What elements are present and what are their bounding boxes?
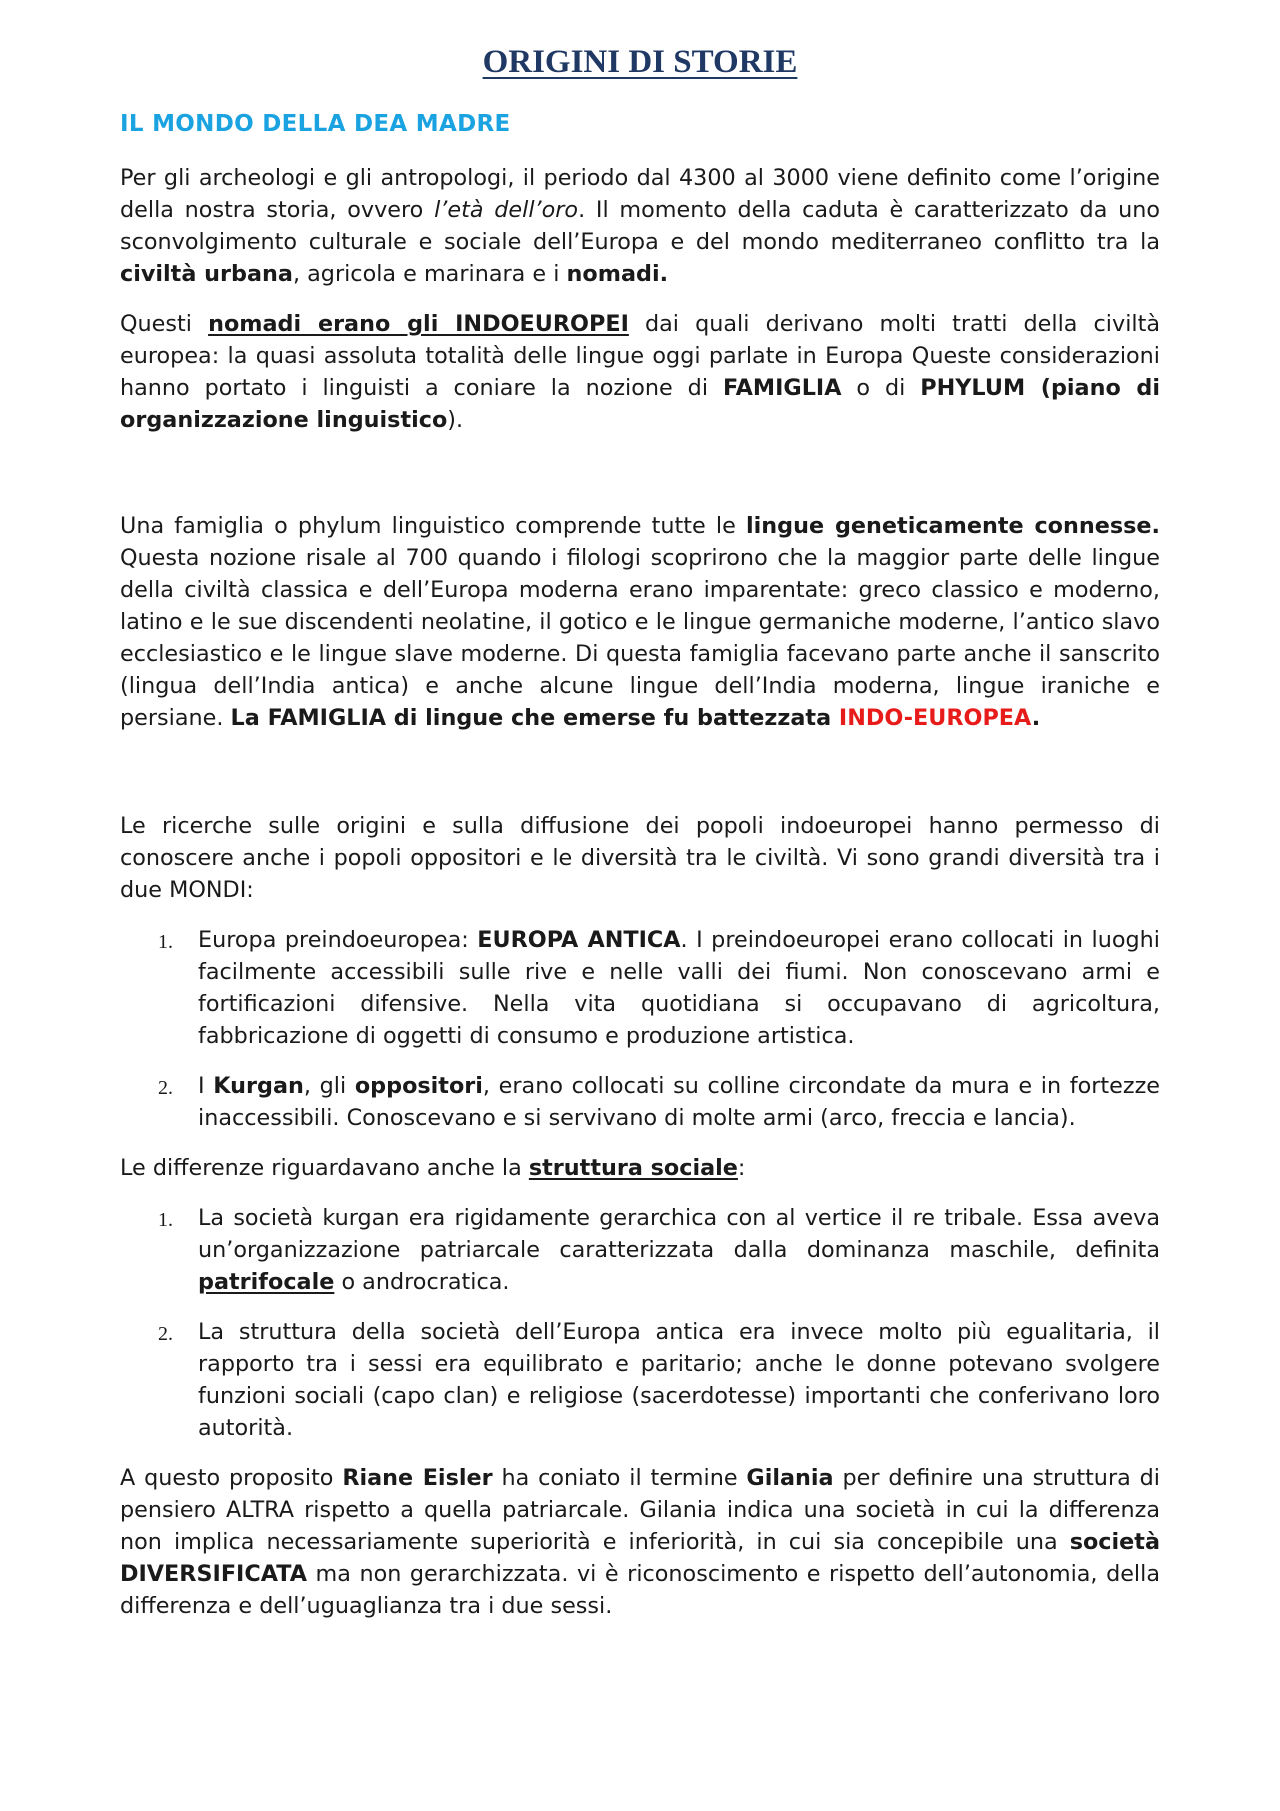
list-mondi [120,924,1160,1134]
list-number: 1. [158,1209,173,1231]
paragraph-ricerche: Le ricerche sulle origini e sulla diffusione dei popoli indoeuropei hanno permesso di conoscere anche i popoli oppositori e le diversità tra le civiltà. Vi sono grandi diversità tra i due MONDI: [120,813,1160,903]
document-title: ORIGINI DI STORIE [482,44,798,80]
list-struttura-sociale [120,1202,1160,1444]
list-item: 2. I Kurgan, gli oppositori, erano collocati su colline circondate da mura e in fortezze inaccessibili. Conoscevano e si servivano di molte armi (arco, freccia e lancia). [158,1073,1160,1131]
paragraph-differenze: Le differenze riguardavano anche la struttura sociale: [120,1155,746,1181]
list-item: 1. La società kurgan era rigidamente gerarchica con al vertice il re tribale. Essa aveva un’organizzazione patriarcale caratterizzata dalla dominanza maschile, definita patrifocale o androcratica. [158,1205,1160,1295]
list-number: 2. [158,1323,173,1345]
paragraph-nomadi: Questi nomadi erano gli INDOEUROPEI dai quali derivano molti tratti della civiltà europea: la quasi assoluta totalità delle lingue oggi parlate in Europa Queste considerazioni hanno portato i linguisti a coniare la nozione di FAMIGLIA o di PHYLUM (piano di organizzazione linguistico). [120,311,1160,433]
paragraph-famiglia: Una famiglia o phylum linguistico comprende tutte le lingue geneticamente connesse. Questa nozione risale al 700 quando i filologi scoprirono che la maggior parte delle lingue della civiltà classica e dell’Europa moderna erano imparentate: greco classico e moderno, latino e le sue discendenti neolatine, il gotico e le lingue germaniche moderne, l’antico slavo ecclesiastico e le lingue slave moderne. Di questa famiglia facevano parte anche il sanscrito (lingua dell’India antica) e anche alcune lingue dell’India moderna, lingue iraniche e persiane. La FAMIGLIA di lingue che emerse fu battezzata INDO-EUROPEA. [120,513,1161,731]
section-heading: IL MONDO DELLA DEA MADRE [120,111,511,137]
paragraph-gilania: A questo proposito Riane Eisler ha coniato il termine Gilania per definire una struttura di pensiero ALTRA rispetto a quella patriarcale. Gilania indica una società in cui la differenza non implica necessariamente superiorità e inferiorità, in cui sia concepibile una società DIVERSIFICATA ma non gerarchizzata. vi è riconoscimento e rispetto dell’autonomia, della differenza e dell’uguaglianza tra i due sessi. [120,1465,1160,1619]
highlight-indo-europea: INDO-EUROPEA [838,705,1032,731]
list-item: 2. La struttura della società dell’Europa antica era invece molto più egualitaria, il rapporto tra i sessi era equilibrato e paritario; anche le donne potevano svolgere funzioni sociali (capo clan) e religiose (sacerdotesse) importanti che conferivano loro autorità. [158,1319,1160,1441]
document-page [120,40,1160,1622]
list-item: 1. Europa preindoeuropea: EUROPA ANTICA. I preindoeuropei erano collocati in luoghi facilmente accessibili sulle rive e nelle valli dei fiumi. Non conoscevano armi e fortificazioni difensive. Nella vita quotidiana si occupavano di agricoltura, fabbricazione di oggetti di consumo e produzione artistica. [158,927,1160,1049]
list-number: 1. [158,931,173,953]
list-number: 2. [158,1077,173,1099]
paragraph-intro: Per gli archeologi e gli antropologi, il periodo dal 4300 al 3000 viene definito come l’origine della nostra storia, ovvero l’età dell’oro. Il momento della caduta è caratterizzato da uno sconvolgimento culturale e sociale dell’Europa e del mondo mediterraneo conflitto tra la civiltà urbana, agricola e marinara e i nomadi. [120,165,1161,287]
